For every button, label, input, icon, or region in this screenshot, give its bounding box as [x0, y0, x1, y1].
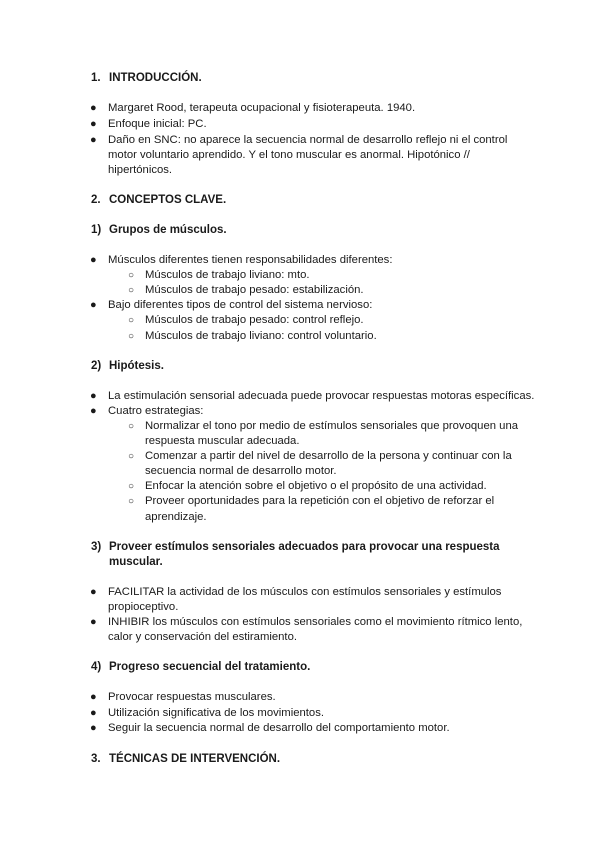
hipotesis-item: La estimulación sensorial adecuada puede provocar respuestas motoras específicas.	[108, 390, 535, 402]
subsection-title-estimulos-continuation: muscular.	[109, 556, 163, 568]
circle-bullet-icon: ○	[128, 315, 135, 326]
intro-item: Margaret Rood, terapeuta ocupacional y fisioterapeuta. 1940.	[108, 102, 416, 114]
circle-bullet-icon: ○	[128, 270, 135, 281]
section-number: 3.	[91, 753, 101, 765]
subsection-number: 2)	[91, 360, 102, 372]
subsection-number: 1)	[91, 224, 102, 236]
bullet-icon: ●	[90, 616, 97, 628]
grupos-subitem: Músculos de trabajo liviano: control voluntario.	[145, 330, 377, 342]
grupos-subitem: Músculos de trabajo liviano: mto.	[145, 269, 310, 281]
hipotesis-subitem: Comenzar a partir del nivel de desarrollo de la persona y continuar con la	[145, 450, 512, 462]
intro-item-continuation: motor voluntario aprendido. Y el tono muscular es anormal. Hipotónico //	[108, 149, 470, 161]
grupos-item: Bajo diferentes tipos de control del sistema nervioso:	[108, 299, 373, 311]
progreso-item: Seguir la secuencia normal de desarrollo del comportamiento motor.	[108, 722, 450, 734]
progreso-item: Provocar respuestas musculares.	[108, 691, 276, 703]
bullet-icon: ●	[90, 102, 97, 114]
section-title-conceptos: CONCEPTOS CLAVE.	[109, 194, 227, 206]
circle-bullet-icon: ○	[128, 331, 135, 342]
subsection-title-hipotesis: Hipótesis.	[109, 360, 164, 372]
section-number: 1.	[91, 72, 101, 84]
subsection-title-estimulos: Proveer estímulos sensoriales adecuados para provocar una respuesta	[109, 541, 500, 553]
bullet-icon: ●	[90, 405, 97, 417]
subsection-number: 3)	[91, 541, 102, 553]
circle-bullet-icon: ○	[128, 451, 135, 462]
intro-item-continuation: hipertónicos.	[108, 164, 173, 176]
hipotesis-subitem: Proveer oportunidades para la repetición con el objetivo de reforzar el	[145, 495, 495, 507]
estimulos-item: INHIBIR los músculos con estímulos sensoriales como el movimiento rítmico lento,	[108, 616, 523, 628]
hipotesis-subitem-continuation: respuesta muscular adecuada.	[145, 435, 300, 447]
subsection-title-grupos: Grupos de músculos.	[109, 224, 227, 236]
subsection-title-progreso: Progreso secuencial del tratamiento.	[109, 661, 311, 673]
progreso-item: Utilización significativa de los movimientos.	[108, 707, 324, 719]
section-number: 2.	[91, 194, 101, 206]
intro-item: Daño en SNC: no aparece la secuencia normal de desarrollo reflejo ni el control	[108, 134, 508, 146]
bullet-icon: ●	[90, 134, 97, 146]
hipotesis-subitem: Normalizar el tono por medio de estímulos sensoriales que provoquen una	[145, 420, 519, 432]
section-title-tecnicas: TÉCNICAS DE INTERVENCIÓN.	[109, 753, 281, 765]
intro-item: Enfoque inicial: PC.	[108, 118, 207, 130]
hipotesis-subitem-continuation: secuencia normal de desarrollo motor.	[145, 465, 337, 477]
section-title-introduccion: INTRODUCCIÓN.	[109, 72, 202, 84]
bullet-icon: ●	[90, 118, 97, 130]
estimulos-item-continuation: propioceptivo.	[108, 601, 179, 613]
grupos-subitem: Músculos de trabajo pesado: estabilización.	[145, 284, 364, 296]
bullet-icon: ●	[90, 586, 97, 598]
bullet-icon: ●	[90, 254, 97, 266]
circle-bullet-icon: ○	[128, 285, 135, 296]
bullet-icon: ●	[90, 707, 97, 719]
bullet-icon: ●	[90, 691, 97, 703]
circle-bullet-icon: ○	[128, 421, 135, 432]
circle-bullet-icon: ○	[128, 496, 135, 507]
hipotesis-item: Cuatro estrategias:	[108, 405, 204, 417]
subsection-number: 4)	[91, 661, 102, 673]
hipotesis-subitem: Enfocar la atención sobre el objetivo o el propósito de una actividad.	[145, 480, 487, 492]
bullet-icon: ●	[90, 390, 97, 402]
estimulos-item: FACILITAR la actividad de los músculos con estímulos sensoriales y estímulos	[108, 586, 502, 598]
estimulos-item-continuation: calor y conservación del estiramiento.	[108, 631, 297, 643]
grupos-subitem: Músculos de trabajo pesado: control reflejo.	[145, 314, 364, 326]
hipotesis-subitem-continuation: aprendizaje.	[145, 511, 207, 523]
bullet-icon: ●	[90, 722, 97, 734]
bullet-icon: ●	[90, 299, 97, 311]
circle-bullet-icon: ○	[128, 481, 135, 492]
grupos-item: Músculos diferentes tienen responsabilidades diferentes:	[108, 254, 393, 266]
